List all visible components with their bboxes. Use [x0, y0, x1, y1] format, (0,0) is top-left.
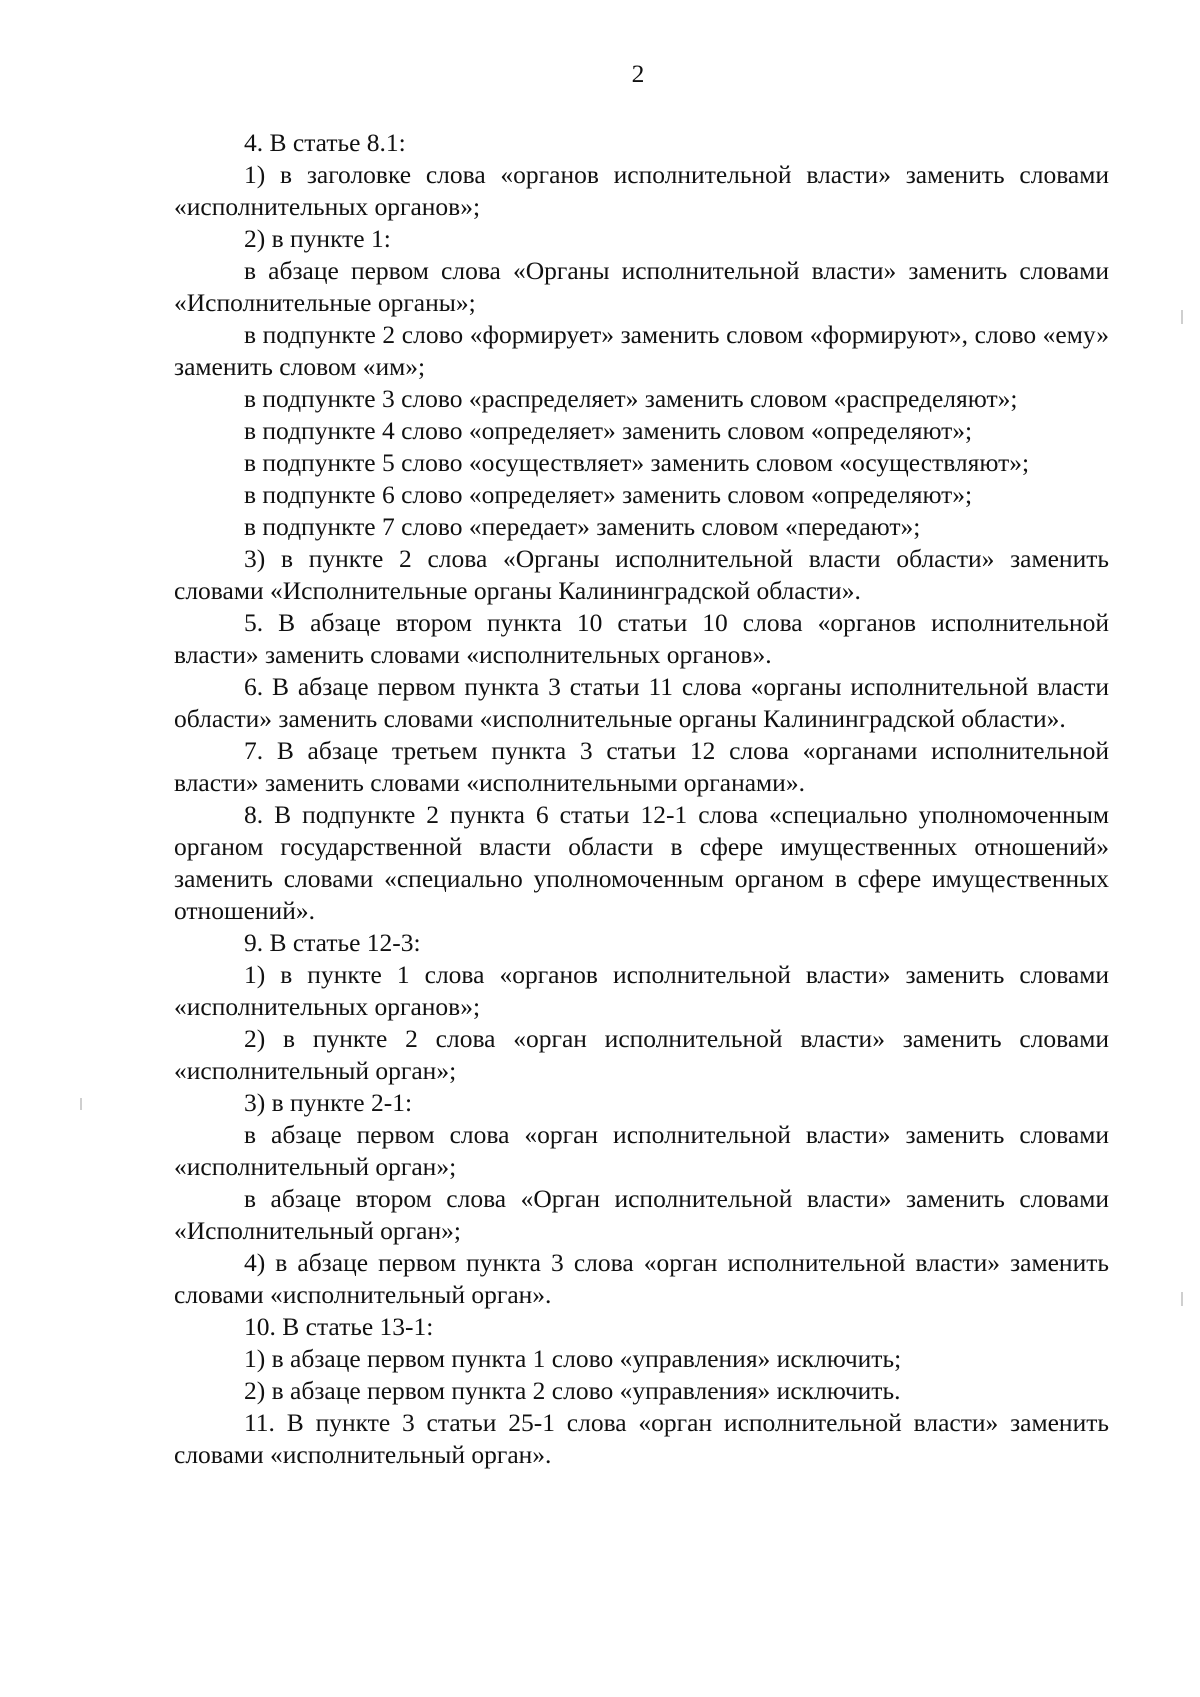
paragraph: в подпункте 5 слово «осуществляет» заменить словом «осуществляют»; [244, 448, 1030, 477]
paragraph: в подпункте 2 слово «формирует» заменить словом «формируют», слово «ему» заменить словом «им»; [174, 320, 1109, 381]
scan-edge-mark [1181, 310, 1183, 324]
paragraph: в подпункте 3 слово «распределяет» заменить словом «распределяют»; [244, 384, 1018, 413]
paragraph: 4) в абзаце первом пункта 3 слова «орган исполнительной власти» заменить словами «исполнительный орган». [174, 1248, 1109, 1309]
paragraph: в подпункте 6 слово «определяет» заменить словом «определяют»; [244, 480, 973, 509]
paragraph: 1) в заголовке слова «органов исполнительной власти» заменить словами «исполнительных органов»; [174, 160, 1109, 221]
paragraph: 2) в пункте 2 слова «орган исполнительной власти» заменить словами «исполнительный орган»; [174, 1024, 1109, 1085]
paragraph: 1) в абзаце первом пункта 1 слово «управления» исключить; [244, 1344, 902, 1373]
paragraph: в абзаце втором слова «Орган исполнительной власти» заменить словами «Исполнительный орган»; [174, 1184, 1109, 1245]
paragraph: 3) в пункте 2 слова «Органы исполнительной власти области» заменить словами «Исполнительные органы Калининградской области». [174, 544, 1109, 605]
paragraph: 4. В статье 8.1: [244, 128, 406, 157]
paragraph: 7. В абзаце третьем пункта 3 статьи 12 слова «органами исполнительной власти» заменить словами «исполнительными органами». [174, 736, 1109, 797]
paragraph: в подпункте 4 слово «определяет» заменить словом «определяют»; [244, 416, 973, 445]
paragraph: 10. В статье 13-1: [244, 1312, 434, 1341]
paragraph: 8. В подпункте 2 пункта 6 статьи 12-1 слова «специально уполномоченным органом государственной власти области в сфере имущественных отношений» заменить словами «специально уполномоченным органом в сфере имущественных отношений». [174, 800, 1109, 925]
paragraph: 11. В пункте 3 статьи 25-1 слова «орган исполнительной власти» заменить словами «исполнительный орган». [174, 1408, 1109, 1469]
paragraph: 3) в пункте 2-1: [244, 1088, 413, 1117]
paragraph: 9. В статье 12-3: [244, 928, 421, 957]
paragraph: 2) в абзаце первом пункта 2 слово «управления» исключить. [244, 1376, 901, 1405]
scan-edge-mark [80, 1098, 82, 1110]
paragraph: в абзаце первом слова «орган исполнительной власти» заменить словами «исполнительный орган»; [174, 1120, 1109, 1181]
paragraph: 1) в пункте 1 слова «органов исполнительной власти» заменить словами «исполнительных органов»; [174, 960, 1109, 1021]
paragraph: в подпункте 7 слово «передает» заменить словом «передают»; [244, 512, 921, 541]
document-body [174, 127, 1109, 1471]
paragraph: 2) в пункте 1: [244, 224, 391, 253]
page-number: 2 [631, 59, 645, 88]
paragraph: в абзаце первом слова «Органы исполнительной власти» заменить словами «Исполнительные органы»; [174, 256, 1109, 317]
paragraph: 5. В абзаце втором пункта 10 статьи 10 слова «органов исполнительной власти» заменить словами «исполнительных органов». [174, 608, 1109, 669]
paragraph: 6. В абзаце первом пункта 3 статьи 11 слова «органы исполнительной власти области» заменить словами «исполнительные органы Калининградской области». [174, 672, 1109, 733]
scan-edge-mark [1181, 1292, 1183, 1306]
